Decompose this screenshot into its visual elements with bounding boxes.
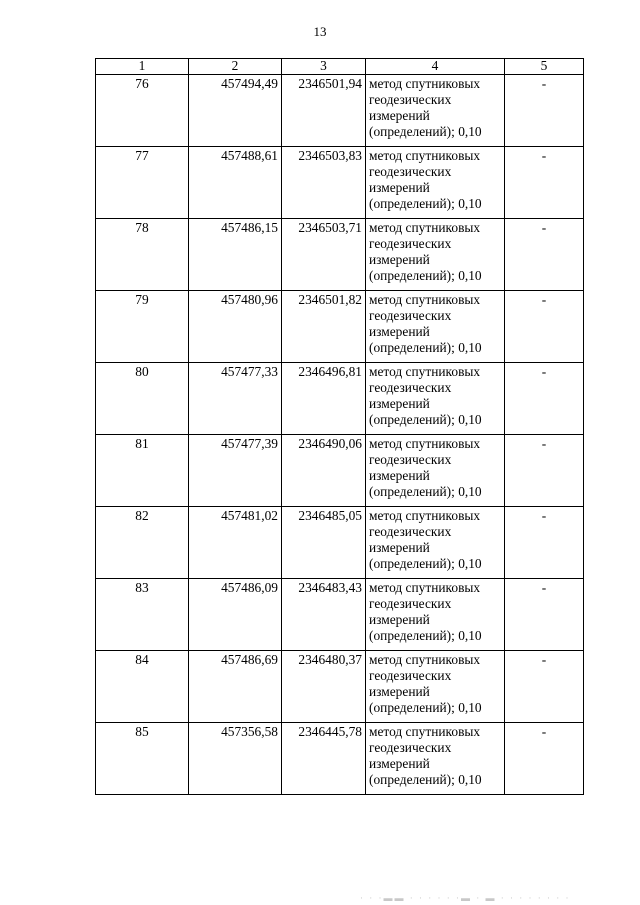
note-cell: - <box>505 651 584 723</box>
method-accuracy-cell: метод спутниковых геодезических измерений (определений); 0,10 <box>366 507 505 579</box>
point-number-cell: 79 <box>96 291 189 363</box>
coord-x-cell: 457480,96 <box>189 291 282 363</box>
coord-x-cell: 457486,15 <box>189 219 282 291</box>
table-row <box>96 507 584 579</box>
table-row <box>96 651 584 723</box>
coord-x-cell: 457486,69 <box>189 651 282 723</box>
scan-artifact: · · ·▬▬ · · · · · ·▬ · ▬ · · · · · · · · <box>360 893 571 901</box>
table-row <box>96 723 584 795</box>
table-row <box>96 363 584 435</box>
coord-x-cell: 457477,39 <box>189 435 282 507</box>
method-accuracy-cell: метод спутниковых геодезических измерений (определений); 0,10 <box>366 75 505 147</box>
table-row <box>96 219 584 291</box>
coord-y-cell: 2346501,82 <box>282 291 366 363</box>
note-cell: - <box>505 147 584 219</box>
method-accuracy-cell: метод спутниковых геодезических измерений (определений); 0,10 <box>366 147 505 219</box>
note-cell: - <box>505 723 584 795</box>
point-number-cell: 76 <box>96 75 189 147</box>
coord-x-cell: 457494,49 <box>189 75 282 147</box>
point-number-cell: 84 <box>96 651 189 723</box>
note-cell: - <box>505 75 584 147</box>
coord-x-cell: 457477,33 <box>189 363 282 435</box>
point-number-cell: 85 <box>96 723 189 795</box>
coord-x-cell: 457486,09 <box>189 579 282 651</box>
page-number: 13 <box>313 24 327 39</box>
coord-y-cell: 2346445,78 <box>282 723 366 795</box>
point-number-cell: 82 <box>96 507 189 579</box>
coord-y-cell: 2346480,37 <box>282 651 366 723</box>
point-number-cell: 81 <box>96 435 189 507</box>
method-accuracy-cell: метод спутниковых геодезических измерений (определений); 0,10 <box>366 291 505 363</box>
table-row <box>96 291 584 363</box>
coord-y-cell: 2346496,81 <box>282 363 366 435</box>
point-number-cell: 80 <box>96 363 189 435</box>
table-row <box>96 435 584 507</box>
method-accuracy-cell: метод спутниковых геодезических измерений (определений); 0,10 <box>366 219 505 291</box>
coord-y-cell: 2346485,05 <box>282 507 366 579</box>
point-number-cell: 78 <box>96 219 189 291</box>
note-cell: - <box>505 363 584 435</box>
note-cell: - <box>505 579 584 651</box>
point-number-cell: 83 <box>96 579 189 651</box>
header-col-2: 2 <box>189 59 282 75</box>
method-accuracy-cell: метод спутниковых геодезических измерений (определений); 0,10 <box>366 435 505 507</box>
coord-x-cell: 457481,02 <box>189 507 282 579</box>
coordinates-table <box>95 58 584 795</box>
coord-y-cell: 2346503,71 <box>282 219 366 291</box>
table-row <box>96 579 584 651</box>
method-accuracy-cell: метод спутниковых геодезических измерений (определений); 0,10 <box>366 579 505 651</box>
method-accuracy-cell: метод спутниковых геодезических измерений (определений); 0,10 <box>366 363 505 435</box>
coord-y-cell: 2346503,83 <box>282 147 366 219</box>
header-col-3: 3 <box>282 59 366 75</box>
header-col-5: 5 <box>505 59 584 75</box>
header-col-1: 1 <box>96 59 189 75</box>
coord-x-cell: 457488,61 <box>189 147 282 219</box>
coord-y-cell: 2346490,06 <box>282 435 366 507</box>
note-cell: - <box>505 219 584 291</box>
coord-y-cell: 2346483,43 <box>282 579 366 651</box>
note-cell: - <box>505 507 584 579</box>
coord-y-cell: 2346501,94 <box>282 75 366 147</box>
note-cell: - <box>505 435 584 507</box>
method-accuracy-cell: метод спутниковых геодезических измерений (определений); 0,10 <box>366 651 505 723</box>
table-row <box>96 147 584 219</box>
table-row <box>96 75 584 147</box>
table-header-row <box>96 59 584 75</box>
header-col-4: 4 <box>366 59 505 75</box>
method-accuracy-cell: метод спутниковых геодезических измерений (определений); 0,10 <box>366 723 505 795</box>
coord-x-cell: 457356,58 <box>189 723 282 795</box>
point-number-cell: 77 <box>96 147 189 219</box>
note-cell: - <box>505 291 584 363</box>
